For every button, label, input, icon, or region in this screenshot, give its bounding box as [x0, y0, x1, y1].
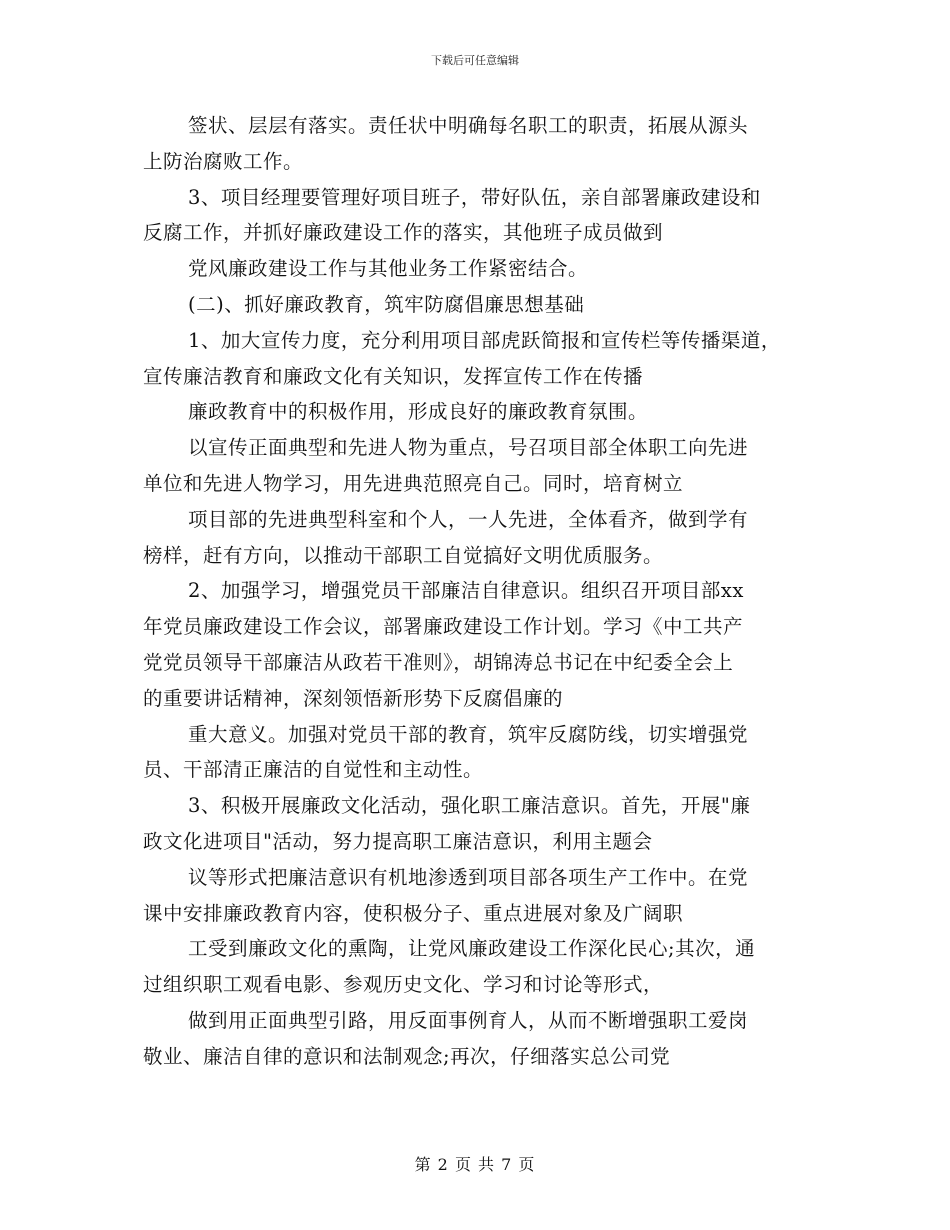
text-line: 过组织职工观看电影、参观历史文化、学习和讨论等形式，	[143, 973, 664, 997]
text-line: 项目部的先进典型科室和个人，一人先进，全体看齐，做到学有	[188, 507, 749, 531]
text-line: 政文化进项目"活动，努力提高职工廉洁意识，利用主题会	[143, 829, 653, 853]
text-line: 3、积极开展廉政文化活动，强化职工廉洁意识。首先，开展"廉	[188, 794, 751, 818]
body-text	[143, 108, 813, 1075]
text-line: 廉政教育中的积极作用，形成良好的廉政教育氛围。	[188, 400, 649, 424]
text-line: 2、加强学习，增强党员干部廉洁自律意识。组织召开项目部xx	[188, 579, 744, 603]
text-line: 党党员领导干部廉洁从政若干准则》，胡锦涛总书记在中纪委全会上	[143, 650, 734, 674]
text-line: 课中安排廉政教育内容，使积极分子、重点进展对象及广阔职	[143, 901, 684, 925]
text-line: 宣传廉洁教育和廉政文化有关知识，发挥宣传工作在传播	[143, 364, 644, 388]
page-header: 下载后可任意编辑	[431, 54, 519, 67]
text-line: 上防治腐败工作。	[143, 149, 304, 173]
text-line: 做到用正面典型引路，用反面事例育人，从而不断增强职工爱岗	[188, 1008, 749, 1032]
text-line: 员、干部清正廉洁的自觉性和主动性。	[143, 758, 484, 782]
text-line: 敬业、廉洁自律的意识和法制观念;再次，仔细落实总公司党	[143, 1044, 671, 1068]
text-line: 榜样，赶有方向，以推动干部职工自觉搞好文明优质服务。	[143, 543, 664, 567]
text-line: 3、项目经理要管理好项目班子，带好队伍，亲自部署廉政建设和	[188, 185, 761, 209]
page-footer: 第 2 页 共 7 页	[414, 1155, 536, 1174]
text-line: 重大意义。加强对党员干部的教育，筑牢反腐防线，切实增强党	[188, 722, 749, 746]
text-line: 党风廉政建设工作与其他业务工作紧密结合。	[188, 257, 589, 281]
text-line: 年党员廉政建设工作会议，部署廉政建设工作计划。学习《中工共产	[143, 615, 744, 639]
text-line: 反腐工作，并抓好廉政建设工作的落实，其他班子成员做到	[143, 221, 664, 245]
text-line: 以宣传正面典型和先进人物为重点，号召项目部全体职工向先进	[188, 436, 749, 460]
section-heading: (二)、抓好廉政教育，筑牢防腐倡廉思想基础	[188, 292, 585, 316]
text-line: 单位和先进人物学习，用先进典范照亮自己。同时，培育树立	[143, 471, 684, 495]
text-line: 工受到廉政文化的熏陶，让党风廉政建设工作深化民心;其次，通	[188, 937, 756, 961]
text-line: 1、加大宣传力度，充分利用项目部虎跃简报和宣传栏等传播渠道，	[188, 328, 781, 352]
text-line: 的重要讲话精神，深刻领悟新形势下反腐倡廉的	[143, 686, 564, 710]
text-line: 签状、层层有落实。责任状中明确每名职工的职责，拓展从源头	[188, 114, 749, 137]
text-line: 议等形式把廉洁意识有机地渗透到项目部各项生产工作中。在党	[188, 865, 749, 889]
